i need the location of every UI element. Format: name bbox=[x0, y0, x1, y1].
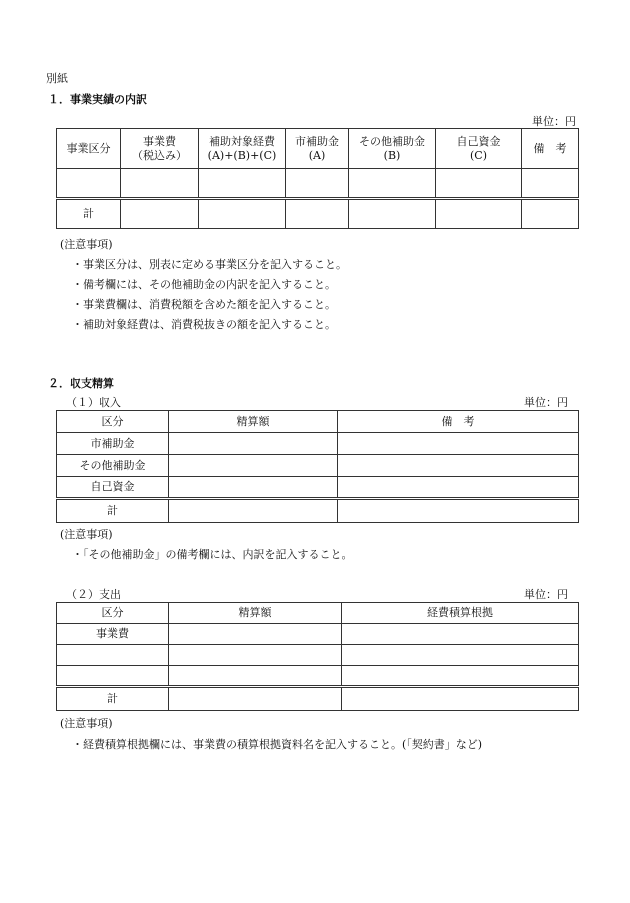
cell-input[interactable] bbox=[349, 169, 436, 199]
table-header-row bbox=[57, 129, 579, 169]
total-label: 計 bbox=[57, 499, 169, 523]
note-item: ・事業費欄は、消費税額を含めた額を記入すること。 bbox=[72, 298, 336, 311]
income-table bbox=[56, 410, 579, 523]
header-settled-amount: 精算額 bbox=[169, 411, 338, 433]
notes-heading: (注意事項) bbox=[60, 528, 113, 541]
table-row bbox=[57, 624, 579, 645]
cell-input[interactable] bbox=[342, 687, 579, 711]
cell-input[interactable] bbox=[286, 169, 349, 199]
row-label: 市補助金 bbox=[57, 433, 169, 455]
header-eligible-cost: 補助対象経費 (A)+(B)+(C) bbox=[199, 129, 286, 169]
note-item: ・補助対象経費は、消費税抜きの額を記入すること。 bbox=[72, 318, 336, 331]
header-remarks: 備 考 bbox=[338, 411, 579, 433]
cell-input[interactable] bbox=[169, 433, 338, 455]
cell-input[interactable] bbox=[169, 455, 338, 477]
table-header-row bbox=[57, 411, 579, 433]
notes-heading: (注意事項) bbox=[60, 717, 113, 730]
row-label: 自己資金 bbox=[57, 477, 169, 499]
income-title: （１）収入 bbox=[66, 396, 121, 409]
table-row bbox=[57, 666, 579, 687]
cell-input[interactable] bbox=[522, 199, 579, 229]
header-cost-basis: 経費積算根拠 bbox=[342, 603, 579, 624]
cell-input[interactable] bbox=[338, 499, 579, 523]
notes-heading: (注意事項) bbox=[60, 238, 113, 251]
header-business-cost: 事業費 （税込み） bbox=[121, 129, 199, 169]
total-row bbox=[57, 499, 579, 523]
header-city-subsidy: 市補助金 (A) bbox=[286, 129, 349, 169]
attachment-label: 別紙 bbox=[46, 72, 68, 85]
cell-input[interactable] bbox=[169, 666, 342, 687]
row-label: 事業費 bbox=[57, 624, 169, 645]
cell-input[interactable] bbox=[522, 169, 579, 199]
total-row bbox=[57, 199, 579, 229]
expense-title: （２）支出 bbox=[66, 588, 121, 601]
table-header-row bbox=[57, 603, 579, 624]
header-other-subsidy: その他補助金 (B) bbox=[349, 129, 436, 169]
header-settled-amount: 精算額 bbox=[169, 603, 342, 624]
cell-input[interactable] bbox=[342, 666, 579, 687]
section1-unit: 単位：円 bbox=[532, 115, 576, 128]
header-category: 区分 bbox=[57, 411, 169, 433]
row-label: その他補助金 bbox=[57, 455, 169, 477]
header-remarks: 備 考 bbox=[522, 129, 579, 169]
total-label: 計 bbox=[57, 199, 121, 229]
total-label: 計 bbox=[57, 687, 169, 711]
cell-input[interactable] bbox=[436, 199, 522, 229]
cell-input[interactable] bbox=[169, 477, 338, 499]
table-row bbox=[57, 169, 579, 199]
table-row bbox=[57, 645, 579, 666]
expense-unit: 単位：円 bbox=[524, 588, 568, 601]
note-item: ・「その他補助金」の備考欄には、内訳を記入すること。 bbox=[72, 548, 353, 561]
total-row bbox=[57, 687, 579, 711]
header-own-funds: 自己資金 (C) bbox=[436, 129, 522, 169]
cell-input[interactable] bbox=[121, 199, 199, 229]
cell-input[interactable] bbox=[338, 477, 579, 499]
cell-input[interactable] bbox=[121, 169, 199, 199]
expense-table bbox=[56, 602, 579, 711]
cell-input[interactable] bbox=[169, 645, 342, 666]
cell-input[interactable] bbox=[338, 455, 579, 477]
header-business-category: 事業区分 bbox=[57, 129, 121, 169]
table-row bbox=[57, 477, 579, 499]
income-unit: 単位：円 bbox=[524, 396, 568, 409]
cell-input[interactable] bbox=[57, 666, 169, 687]
cell-input[interactable] bbox=[199, 199, 286, 229]
cell-input[interactable] bbox=[349, 199, 436, 229]
table-row bbox=[57, 433, 579, 455]
cell-input[interactable] bbox=[286, 199, 349, 229]
cell-input[interactable] bbox=[436, 169, 522, 199]
cell-input[interactable] bbox=[169, 687, 342, 711]
cell-input[interactable] bbox=[169, 499, 338, 523]
cell-input[interactable] bbox=[57, 645, 169, 666]
note-item: ・事業区分は、別表に定める事業区分を記入すること。 bbox=[72, 258, 347, 271]
section1-title: １．事業実績の内訳 bbox=[48, 93, 147, 106]
cell-input[interactable] bbox=[342, 624, 579, 645]
cell-input[interactable] bbox=[199, 169, 286, 199]
section2-title: ２．収支精算 bbox=[48, 377, 114, 390]
note-item: ・経費積算根拠欄には、事業費の積算根拠資料名を記入すること。(「契約書」など) bbox=[72, 738, 483, 751]
cell-input[interactable] bbox=[342, 645, 579, 666]
cell-input[interactable] bbox=[57, 169, 121, 199]
table-row bbox=[57, 455, 579, 477]
cell-input[interactable] bbox=[338, 433, 579, 455]
header-category: 区分 bbox=[57, 603, 169, 624]
results-breakdown-table bbox=[56, 128, 579, 229]
note-item: ・備考欄には、その他補助金の内訳を記入すること。 bbox=[72, 278, 336, 291]
cell-input[interactable] bbox=[169, 624, 342, 645]
